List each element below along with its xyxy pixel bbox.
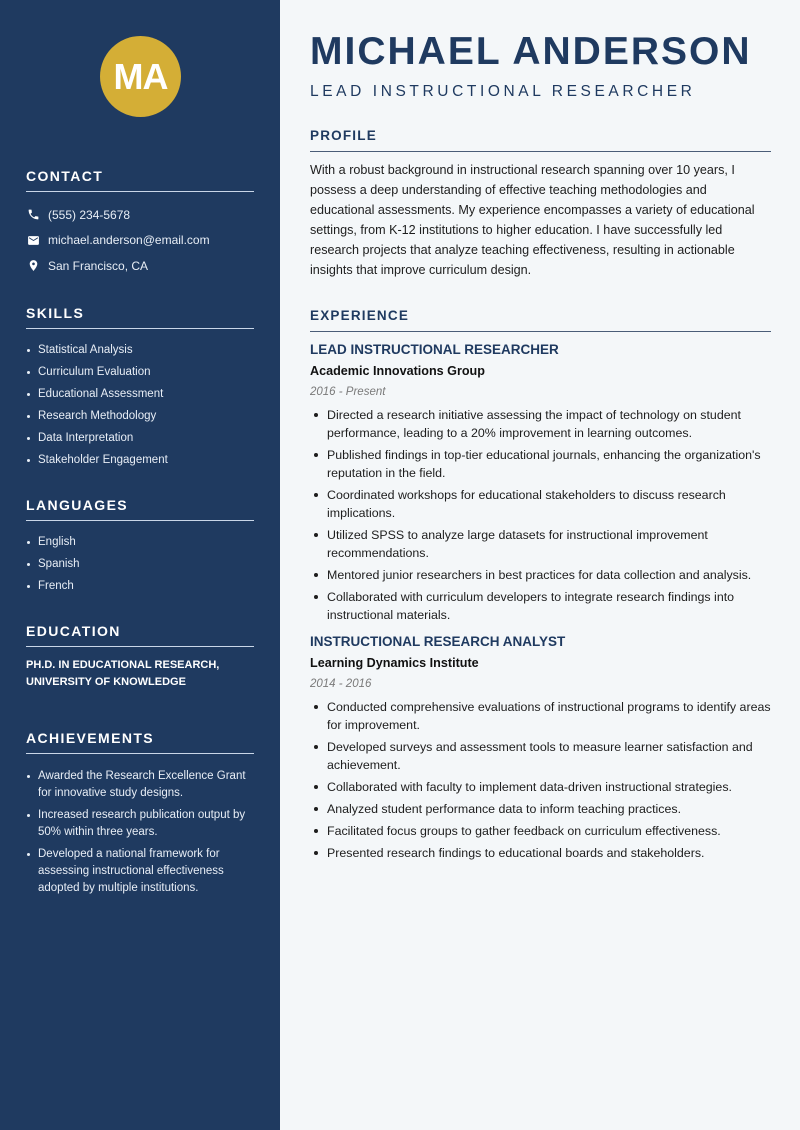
person-title: LEAD INSTRUCTIONAL RESEARCHER <box>310 83 696 100</box>
email-text: michael.anderson@email.com <box>48 233 210 248</box>
contact-email <box>26 228 254 254</box>
education-heading: EDUCATION <box>26 623 254 647</box>
sidebar <box>0 0 280 1130</box>
job-bullet: Presented research findings to educational boards and stakeholders. <box>310 844 771 862</box>
contact-section <box>26 168 254 279</box>
education-school: UNIVERSITY OF KNOWLEDGE <box>26 676 186 688</box>
job-bullet: Conducted comprehensive evaluations of instructional programs to identify areas for improvement. <box>310 698 771 734</box>
location-text: San Francisco, CA <box>48 258 149 273</box>
job-company: Learning Dynamics Institute <box>310 656 479 670</box>
achievement-item: Developed a national framework for assessing instructional effectiveness adopted by multiple institutions. <box>26 846 254 897</box>
achievement-item: Increased research publication output by 50% within three years. <box>26 807 254 841</box>
job-title: LEAD INSTRUCTIONAL RESEARCHER <box>310 342 559 357</box>
job-bullet: Collaborated with curriculum developers to integrate research findings into instructional materials. <box>310 588 771 624</box>
person-name: MICHAEL ANDERSON <box>310 30 752 73</box>
job-bullet: Directed a research initiative assessing the impact of technology on student performance, leading to a 20% improvement in learning outcomes. <box>310 406 771 442</box>
phone-text: (555) 234-5678 <box>48 207 131 222</box>
skill-item: Research Methodology <box>26 405 254 427</box>
location-pin-icon <box>26 259 40 273</box>
education-section <box>26 623 254 691</box>
contact-location <box>26 253 254 279</box>
job-bullet: Mentored junior researchers in best practices for data collection and analysis. <box>310 566 771 584</box>
skill-item: Curriculum Evaluation <box>26 361 254 383</box>
skill-item: Statistical Analysis <box>26 339 254 361</box>
job-title: INSTRUCTIONAL RESEARCH ANALYST <box>310 634 566 649</box>
phone-icon <box>26 208 40 222</box>
language-item: French <box>26 575 254 597</box>
job-bullet: Coordinated workshops for educational stakeholders to discuss research implications. <box>310 486 771 522</box>
job-entry <box>310 340 771 624</box>
job-dates: 2014 - 2016 <box>310 678 372 690</box>
achievements-heading: ACHIEVEMENTS <box>26 730 254 754</box>
job-bullets <box>310 406 771 624</box>
skill-item: Educational Assessment <box>26 383 254 405</box>
education-degree: PH.D. IN EDUCATIONAL RESEARCH, <box>26 659 220 671</box>
job-bullet: Utilized SPSS to analyze large datasets for instructional improvement recommendations. <box>310 526 771 562</box>
contact-phone <box>26 202 254 228</box>
profile-section <box>310 128 771 280</box>
skills-heading: SKILLS <box>26 305 254 329</box>
languages-list <box>26 531 254 597</box>
contact-heading: CONTACT <box>26 168 254 192</box>
skill-item: Data Interpretation <box>26 427 254 449</box>
achievement-item: Awarded the Research Excellence Grant for innovative study designs. <box>26 768 254 802</box>
job-bullet: Collaborated with faculty to implement data-driven instructional strategies. <box>310 778 771 796</box>
languages-section <box>26 497 254 597</box>
job-bullet: Analyzed student performance data to inform teaching practices. <box>310 800 771 818</box>
job-bullet: Developed surveys and assessment tools to measure learner satisfaction and achievement. <box>310 738 771 774</box>
job-bullets <box>310 698 771 862</box>
profile-heading: PROFILE <box>310 128 771 152</box>
languages-heading: LANGUAGES <box>26 497 254 521</box>
job-bullet: Facilitated focus groups to gather feedback on curriculum effectiveness. <box>310 822 771 840</box>
email-icon <box>26 233 40 247</box>
avatar-initials: MA <box>100 36 181 117</box>
experience-section <box>310 308 771 866</box>
job-bullet: Published findings in top-tier educational journals, enhancing the organization's reputation in the field. <box>310 446 771 482</box>
job-entry <box>310 632 771 862</box>
achievements-section <box>26 730 254 902</box>
experience-heading: EXPERIENCE <box>310 308 771 332</box>
skill-item: Stakeholder Engagement <box>26 449 254 471</box>
achievements-list <box>26 768 254 897</box>
job-company: Academic Innovations Group <box>310 364 485 378</box>
language-item: Spanish <box>26 553 254 575</box>
language-item: English <box>26 531 254 553</box>
skills-list <box>26 339 254 471</box>
profile-text: With a robust background in instructional research spanning over 10 years, I possess a deep understanding of effective teaching methodologies and educational assessments. My experience encompasses a variety of educational settings, from K-12 institutions to higher education. I have successfully led research projects that analyze teaching effectiveness, resulting in actionable insights that improve curriculum design. <box>310 163 755 277</box>
skills-section <box>26 305 254 471</box>
job-dates: 2016 - Present <box>310 386 386 398</box>
